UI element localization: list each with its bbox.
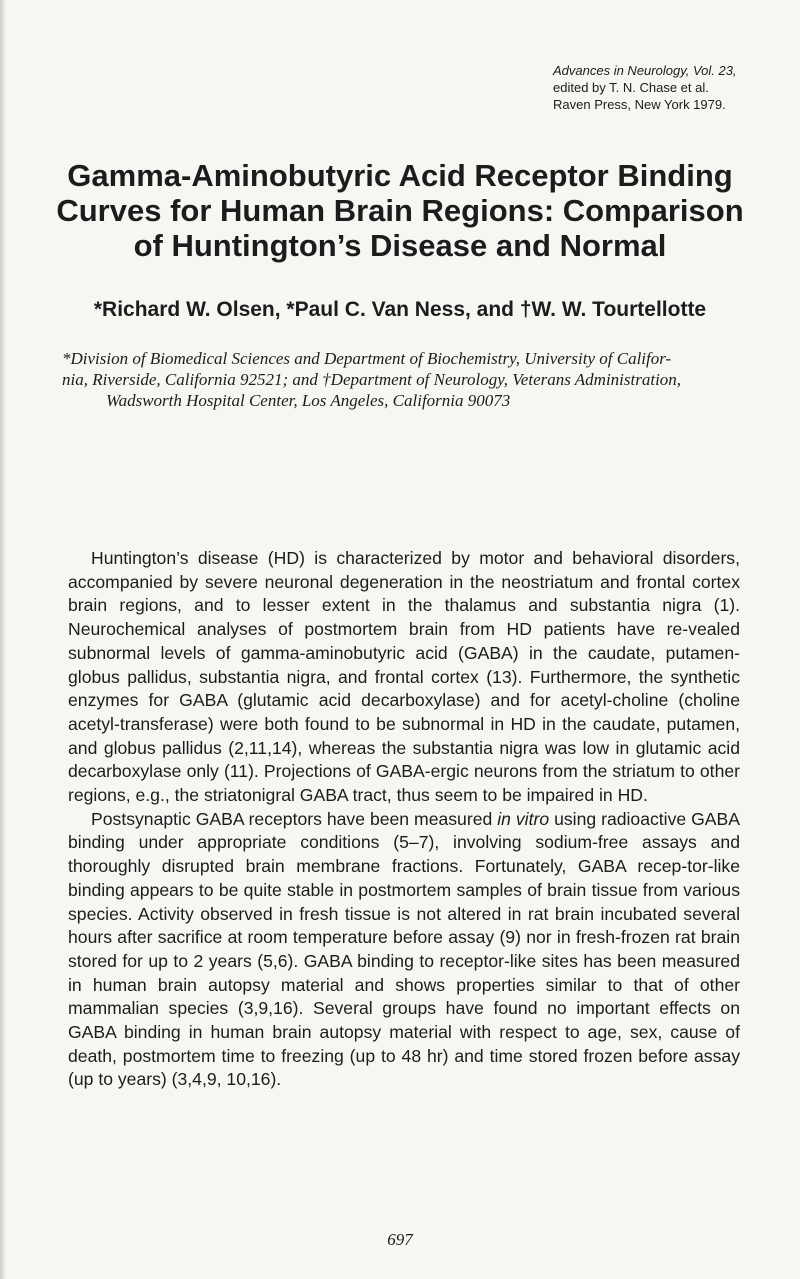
title-line: Curves for Human Brain Regions: Comparison bbox=[56, 193, 744, 228]
paragraph-text: using radioactive GABA binding under appropriate conditions (5–7), involving sodium-free assays and thoroughly disrupted brain membrane fractions. Fortunately, GABA recep-tor-like binding appears to be quite stable in postmortem samples of brain tissue from various species. Activity observed in fresh tissue is not altered in rat brain incubated several hours after sacrifice at room temperature before assay (9) nor in fresh-frozen rat brain stored for up to 2 years (5,6). GABA binding to receptor-like sites has been measured in human brain autopsy material and shows properties similar to that of other mammalian species (3,9,16). Several groups have found no important effects on GABA binding in human brain autopsy material with respect to age, sex, cause of death, postmortem time to freezing (up to 48 hr) and time stored frozen before assay (up to years) (3,4,9, 10,16). bbox=[68, 808, 741, 1090]
affiliation-line: Wadsworth Hospital Center, Los Angeles, California 90073 bbox=[106, 391, 511, 410]
page-edge-shadow bbox=[0, 0, 6, 1279]
citation-publisher: Raven Press, New York 1979. bbox=[553, 97, 726, 112]
affiliation-line: *Division of Biomedical Sciences and Department of Biochemistry, University of Califor- bbox=[62, 349, 672, 368]
author-list: *Richard W. Olsen, *Paul C. Van Ness, and †W. W. Tourtellotte bbox=[93, 298, 707, 321]
body-text bbox=[68, 547, 740, 1092]
affiliation-block bbox=[62, 348, 752, 411]
title-line: Gamma-Aminobutyric Acid Receptor Binding bbox=[67, 158, 733, 193]
citation-journal: Advances in Neurology, Vol. 23, bbox=[553, 63, 737, 78]
affiliation-line: nia, Riverside, California 92521; and †Department of Neurology, Veterans Administration, bbox=[62, 370, 682, 389]
paragraph: Huntington’s disease (HD) is characterized by motor and behavioral disorders, accompanied by severe neuronal degeneration in the neostriatum and frontal cortex brain regions, and to lesser extent in the thalamus and substantia nigra (1). Neurochemical analyses of postmortem brain from HD patients have re-vealed subnormal levels of gamma-aminobutyric acid (GABA) in the caudate, putamen-globus pallidus, substantia nigra, and frontal cortex (13). Furthermore, the synthetic enzymes for GABA (glutamic acid decarboxylase) and for acetyl-choline (choline acetyl-transferase) were both found to be subnormal in HD in the caudate, putamen, and globus pallidus (2,11,14), whereas the substantia nigra was low in glutamic acid decarboxylase only (11). Projections of GABA-ergic neurons from the striatum to other regions, e.g., the striatonigral GABA tract, thus seem to be impaired in HD. bbox=[68, 548, 740, 806]
page-number: 697 bbox=[387, 1230, 413, 1249]
paragraph-text: Postsynaptic GABA receptors have been measured bbox=[91, 808, 498, 829]
citation-editors: edited by T. N. Chase et al. bbox=[553, 80, 709, 95]
paragraph-italic-text: in vitro bbox=[497, 808, 550, 829]
paragraph bbox=[68, 808, 740, 1092]
citation-block bbox=[553, 62, 773, 113]
article-title bbox=[40, 158, 760, 263]
title-line: of Huntington’s Disease and Normal bbox=[133, 228, 667, 263]
